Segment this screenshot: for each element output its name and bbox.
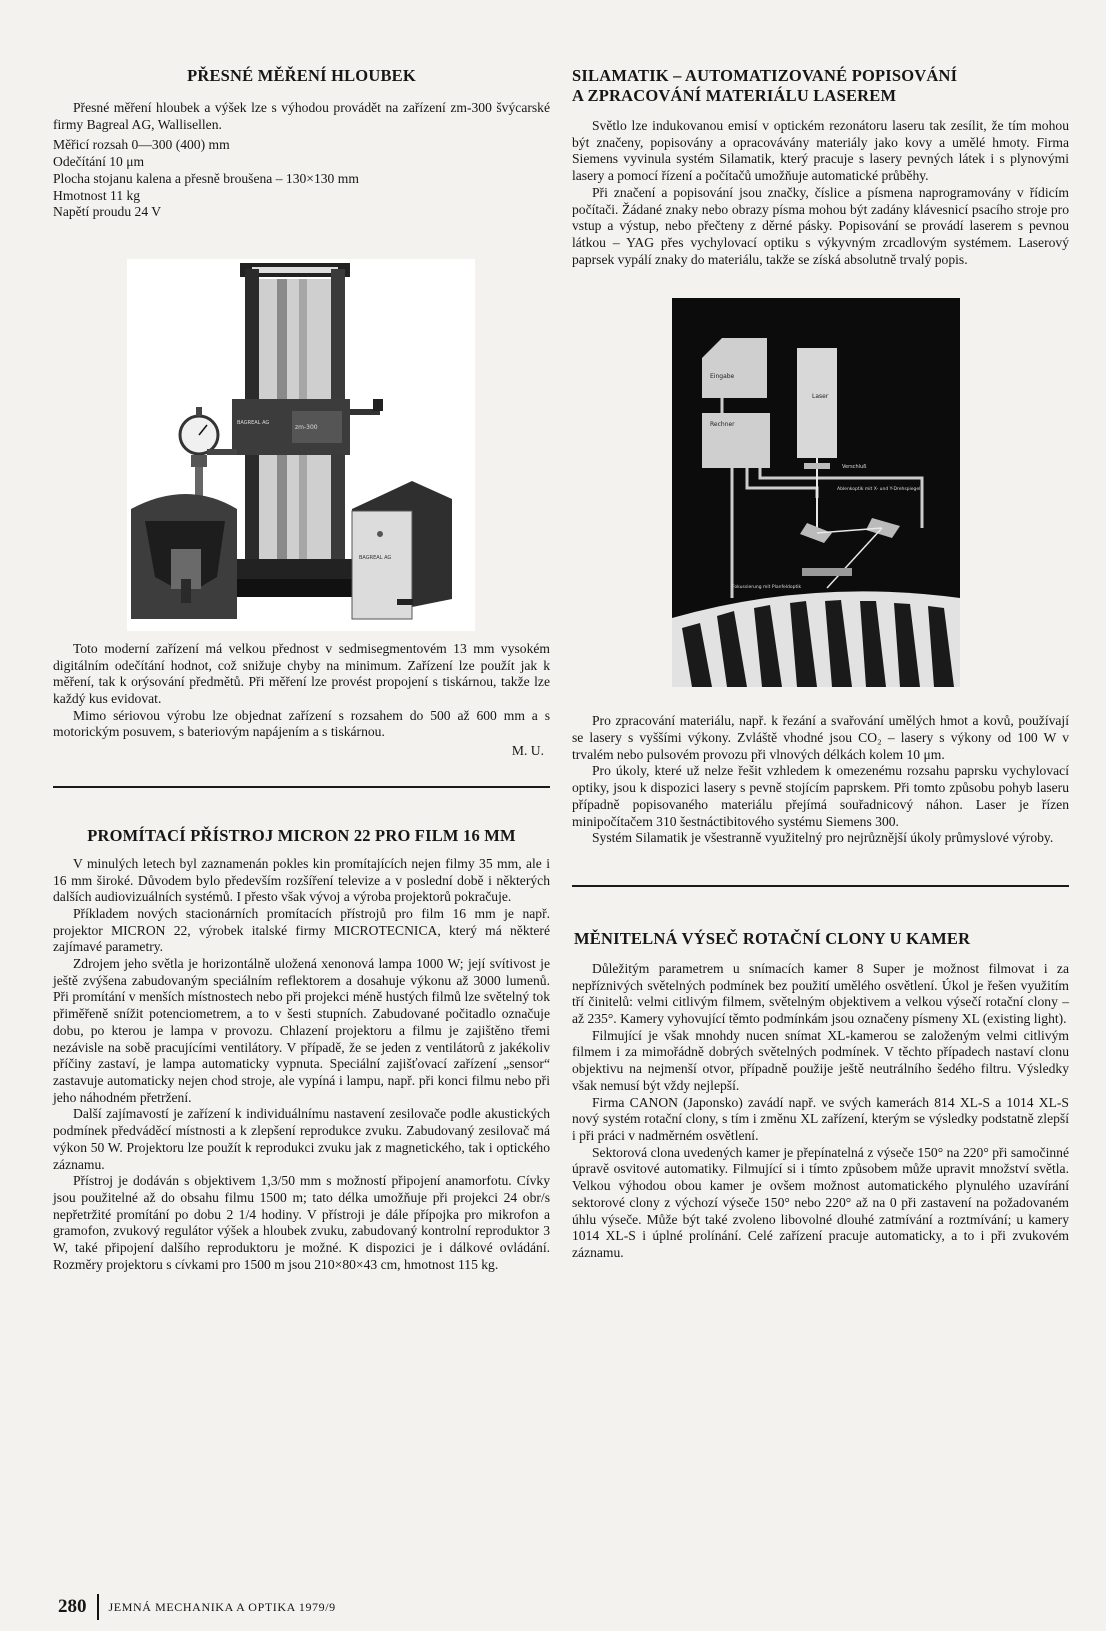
height-gauge-photo (127, 259, 475, 631)
page-footer (58, 1594, 336, 1620)
article4-paragraph: Filmující je však mnohdy nucen snímat XL-kamerou se založeným velmi citlivým filmem i za mimořádně dobrých světelných podmínek. V těchto případech nastaví clonu objektivu na nejmenší otvor, případně použije ještě neutrálního šedého filtru. Výsledky však nemusí být vždy nejlepší. (572, 1027, 1069, 1093)
right-column (572, 66, 1069, 1262)
power-box-label: BAGREAL AG (359, 554, 392, 561)
spec-item: Odečítání 10 μm (53, 154, 145, 170)
spec-item: Plocha stojanu kalena a přesně broušena – 130×130 mm (53, 170, 359, 186)
spec-list (53, 137, 550, 221)
title-line: A ZPRACOVÁNÍ MATERIÁLU LASEREM (572, 86, 897, 105)
article3-paragraph: Pro úkoly, které už nelze řešit vzhledem k omezenému rozsahu paprsku vychylovací optiky, jsou k dispozici lasery s pevně stojícím paprskem. Při tomto způsobu pohyb laseru případně popisovaného materiálu přejímá souřadnicový náhon. Laser je řízen minipočítačem 310 šestnáctibitového systému Siemens 300. (572, 763, 1069, 829)
journal-name: JEMNÁ MECHANIKA A OPTIKA 1979/9 (108, 1599, 336, 1614)
article-title-silamatik (572, 66, 1069, 106)
footer-divider (97, 1594, 99, 1620)
article4-paragraph: Firma CANON (Japonsko) zavádí např. ve svých kamerách 814 XL-S a 1014 XL-S nový systém rotační clony, s tím i změnu XL zařízení, kterým se výsledky podstatně zlepší i při práci v nadměrném osvětlení. (572, 1094, 1069, 1143)
label-ablenkoptik: Ablenkoptik mit X- und Y-Drehspiegel (837, 487, 921, 493)
spec-item: Napětí proudu 24 V (53, 204, 162, 220)
article-intro: Přesné měření hloubek a výšek lze s výhodou provádět na zařízení zm-300 švýcarské firmy Bagreal AG, Wallisellen. (53, 100, 550, 132)
label-rechner: Rechner (710, 421, 735, 429)
article4-paragraph: Důležitým parametrem u snímacích kamer 8 Super je možnost filmovat i za nepříznivých světelných podmínek bez použití umělého osvětlení. Úkol je řešen využitím tří činitelů: velmi citlivým filmem, světelným objektivem a velkou výsečí rotační clony – až 235°. Kamery vyhovující těmto podmínkám jsou označeny písmeny XL (existing light). (572, 960, 1069, 1027)
label-laser: Laser (812, 393, 829, 401)
article-title-depth-measurement: PŘESNÉ MĚŘENÍ HLOUBEK (187, 66, 416, 85)
article3-paragraph: Světlo lze indukovanou emisí v optickém rezonátoru laseru tak zesílit, že tím mohou být značeny, popisovány a opracovávány materiály jako kovy a umělé hmoty. Firma Siemens vyvinula systém Silamatik, který pracuje s lasery pevných látek i s plynovými lasery a pomocí řízení a počítačů umožňuje automatické průběhy. (572, 118, 1069, 184)
page-number: 280 (58, 1596, 87, 1617)
label-eingabe: Eingabe (710, 373, 735, 381)
article-title-micron-projector: PROMÍTACÍ PŘÍSTROJ MICRON 22 PRO FILM 16 MM (87, 825, 516, 845)
label-fokussierung: Fokussierung mit Planfeldoptik (732, 585, 802, 591)
article2-paragraph: Další zajímavostí je zařízení k individuálnímu nastavení zesilovače podle akustických podmínek předváděcí místnosti a k zlepšení reprodukce zvuku. Zabudovaný zesilovač má výkon 50 W. Projektoru lze použít k reprodukci zvuku jak z magnetického, tak i optického záznamu. (53, 1106, 550, 1172)
laser-diagram-illustration (672, 298, 960, 687)
article3-paragraph: Pro zpracování materiálu, např. k řezání a svařování umělých hmot a kovů, používají se lasery s vyššími výkony. Zvláště vhodné jsou CO₂ – lasery s výkony od 100 W v trvalém nebo pulsovém provozu při vlnových délkách kolem 10 μm. (572, 713, 1069, 762)
label-verschluss: Verschluß (842, 464, 867, 471)
spec-item: Měřicí rozsah 0—300 (400) mm (53, 137, 230, 153)
title-line: SILAMATIK – AUTOMATIZOVANÉ POPISOVÁNÍ (572, 66, 958, 85)
article2-paragraph: V minulých letech byl zaznamenán pokles kin promítajících nejen filmy 35 mm, ale i 16 mm široké. Důvodem bylo především rozšíření televize a v poslední době i některých dalších audiovizuálních systémů. I přesto však vývoj a výroba projektorů pokračuje. (53, 855, 550, 905)
article3-paragraph: Při značení a popisování jsou značky, číslice a písmena naprogramovány v řídicím počítači. Žádané znaky nebo obrazy písma mohou být zadány klávesnicí psacího stroje pro vstup a výstup, nebo přečteny z děrné pásky. Popisování se provádí laserem s pevnou látkou – YAG přes vychylovací optiku s výkyvným zrcadlovým systémem. Laserový paprsek vypálí znaky do materiálu, takže se získá absolutně trvalý popis. (572, 184, 1069, 267)
spec-item: Hmotnost 11 kg (53, 187, 141, 203)
section-divider (53, 786, 550, 788)
article3-paragraph: Systém Silamatik je všestranně využitelný pro nejrůznější úkoly průmyslové výroby. (592, 830, 1054, 846)
height-gauge-illustration (127, 259, 475, 631)
section-divider (572, 885, 1069, 887)
author-signature: M. U. (511, 743, 544, 759)
laser-system-diagram (672, 298, 960, 687)
article2-paragraph: Zdrojem jeho světla je horizontálně uložená xenonová lampa 1000 W; její svítivost je ještě zvýšena zabudovaným speciálním reflektorem a dosahuje výkonu až 3000 lumenů. Při promítání v menších místnostech nebo při projekci méně hustých filmů lze světelný tok přiměřeně snížit potenciometrem, a to v šesti stupních. Zabudované počitadlo označuje dobu, po kterou je lampa v provozu. Chlazení projektoru a filmu je zajištěno třemi nezávisle na sobě pracujícími ventilátory. V případě, že se jeden z ventilátorů z jakékoliv příčiny zastaví, je lampa automaticky vypnuta. Speciální zajišťovací zařízení „sensor“ zastavuje automaticky nejen chod stroje, ale vypíná i lampu, např. při konci filmu nebo při jeho náhodném přetržení. (53, 956, 550, 1105)
article1-paragraph: Mimo sériovou výrobu lze objednat zařízení s rozsahem do 500 až 600 mm a s motorickým posuvem, s bateriovým napájením a s tiskárnou. (53, 707, 550, 740)
article4-paragraph: Sektorová clona uvedených kamer je přepínatelná z výseče 150° na 220° při samočinné úpravě osvitové automatiky. Filmující si i tímto způsobem může upravit množství světla. Velkou výhodou obou kamer je ovšem možnost automatického plynulého uzavírání sektorové clony z výchozí výseče 150° nebo 220° až na 0 při zastavení na požadovaném úhlu výseče. Může být také zvoleno libovolné dlouhé zatmívání a roztmívání; u kamery 1014 XL-S i úplné prolínání. Celé zařízení pracuje automaticky, a to i při zvukovém záznamu. (572, 1144, 1069, 1260)
article-title-rotary-shutter: MĚNITELNÁ VÝSEČ ROTAČNÍ CLONY U KAMER (574, 928, 971, 948)
gauge-brand-label: BAGREAL AG (237, 419, 270, 426)
article1-paragraph: Toto moderní zařízení má velkou přednost v sedmisegmentovém 13 mm vysokém digitálním odečítání hodnot, což snižuje chyby na minimum. Zařízení lze použít jak k měření, tak k orýsování předmětů. Při měření lze provést propojení s tiskárnou, takže lze každý kus evidovat. (53, 640, 550, 707)
gauge-model-label: zm-300 (295, 423, 318, 431)
left-column (53, 66, 550, 1273)
article2-paragraph: Příkladem nových stacionárních promítacích přístrojů pro film 16 mm je např. projektor MICRON 22, výrobek italské firmy MICROTECNICA, který má některé zajímavé parametry. (53, 905, 550, 955)
article2-paragraph: Přístroj je dodáván s objektivem 1,3/50 mm s možností připojení anamorfotu. Cívky jsou použitelné až do obsahu filmu 1500 m; tato délka umožňuje při projekci 24 obr/s nepřetržité promítání po dobu 2 1/4 hodiny. V přístroji je dále přípojka pro mikrofon a gramofon, zvukový regulátor výšek a hloubek zvuku, zabudovaný kontrolní reproduktor 3 W, také připojení dalšího reproduktoru je možné. K dispozici je i dálkové ovládání. Rozměry projektoru s cívkami pro 1500 m jsou 210×80×43 cm, hmotnost 115 kg. (53, 1173, 550, 1272)
